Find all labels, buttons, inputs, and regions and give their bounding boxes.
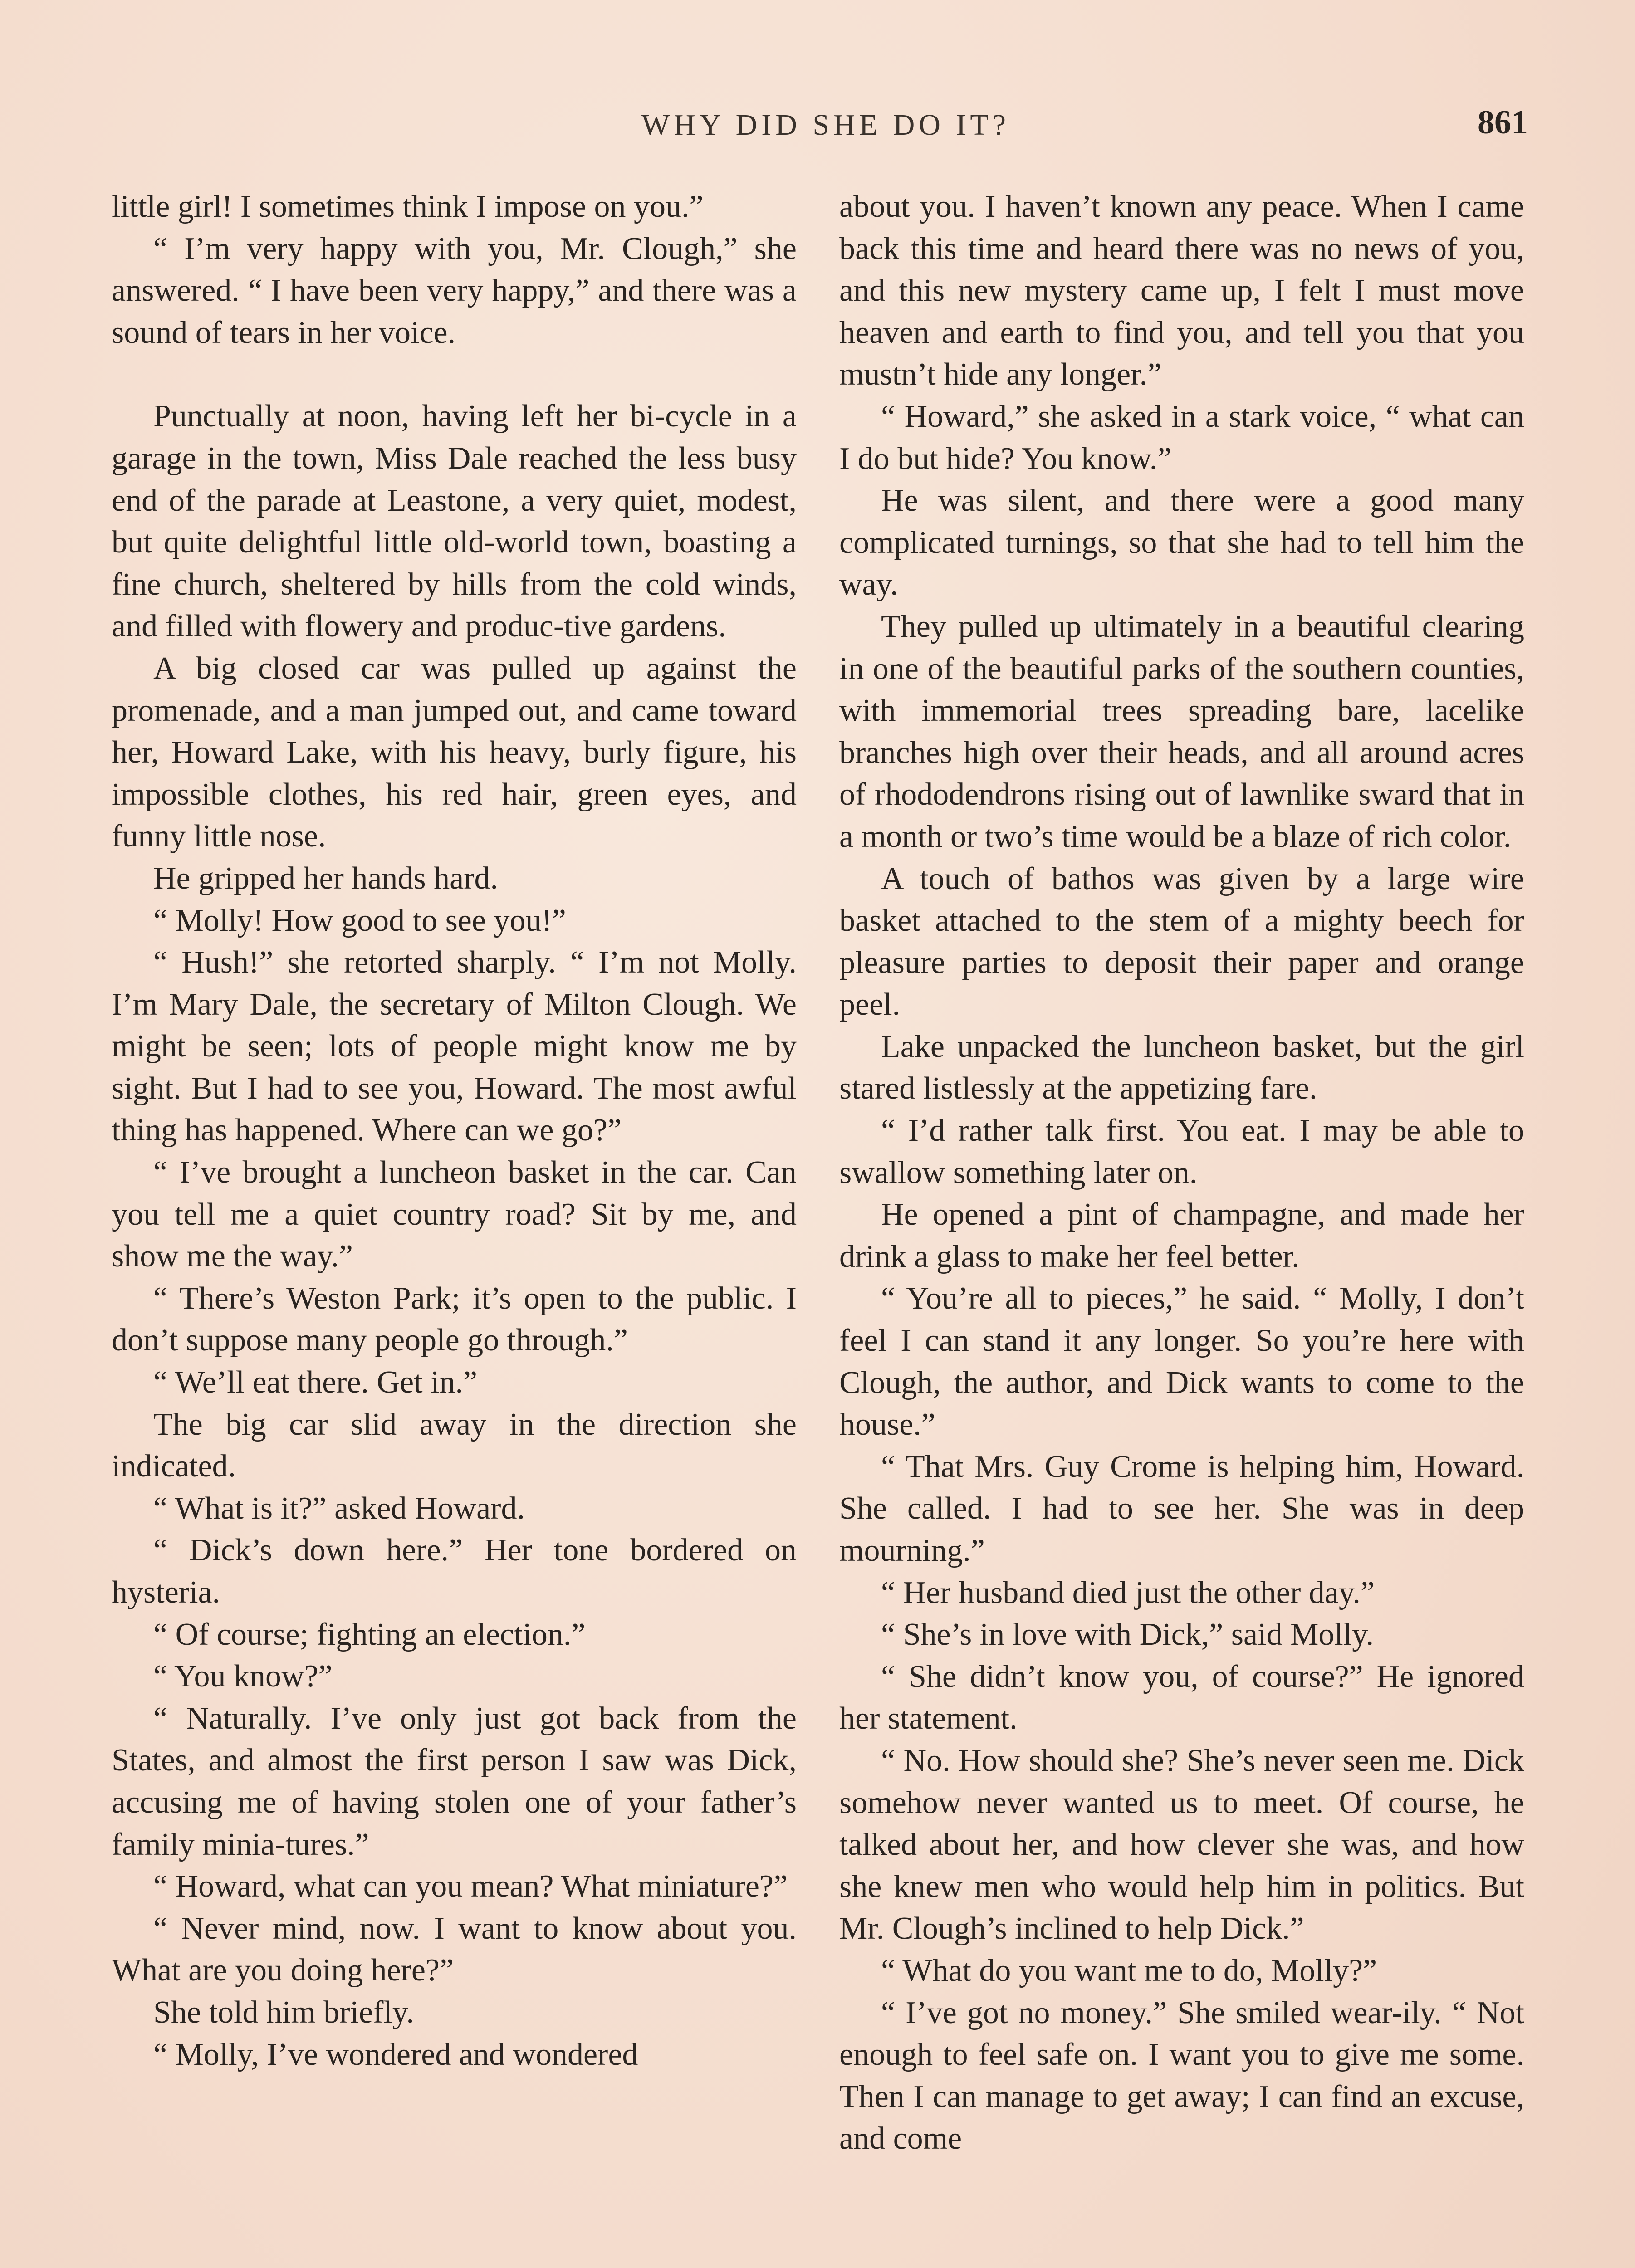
paragraph: Punctually at noon, having left her bi-cycle in a garage in the town, Miss Dale reached the less busy end of the parade at Leastone, a very quiet, modest, but quite delightful little old-world town, boasting a fine church, sheltered by hills from the cold winds, and filled with flowery and produc-tive gardens. (112, 399, 797, 644)
paragraph: “ We’ll eat there. Get in.” (153, 1365, 478, 1400)
paragraph: “ What is it?” asked Howard. (153, 1491, 525, 1526)
paragraph: “ You know?” (153, 1659, 333, 1694)
paragraph: He opened a pint of champagne, and made her drink a glass to make her feel better. (839, 1197, 1524, 1274)
paragraph: “ Molly! How good to see you!” (153, 903, 566, 938)
paragraph: “ She’s in love with Dick,” said Molly. (881, 1617, 1374, 1652)
paragraph: A big closed car was pulled up against the promenade, and a man jumped out, and came toward her, Howard Lake, with his heavy, burly figure, his impossible clothes, his red hair, green eyes, and funny little nose. (112, 650, 797, 854)
paragraph: “ I’ve got no money.” She smiled wear-ily. “ Not enough to feel safe on. I want you to give me some. Then I can manage to get away; I can find an excuse, and come (839, 1995, 1524, 2156)
paragraph: “ Never mind, now. I want to know about you. What are you doing here?” (112, 1911, 797, 1988)
paragraph: “ I’d rather talk first. You eat. I may be able to swallow something later on. (839, 1113, 1524, 1190)
paragraph: “ Howard, what can you mean? What miniature?” (153, 1869, 788, 1904)
paragraph: They pulled up ultimately in a beautiful clearing in one of the beautiful parks of the southern counties, with immemorial trees spreading bare, lacelike branches high over their heads, and all around acres of rhododendrons rising out of lawnlike sward that in a month or two’s time would be a blaze of rich color. (839, 609, 1524, 854)
left-column (112, 186, 797, 2076)
paragraph: “ Molly, I’ve wondered and wondered (153, 2037, 638, 2072)
paragraph: “ Dick’s down here.” Her tone bordered on hysteria. (112, 1533, 797, 1610)
paragraph: “ There’s Weston Park; it’s open to the public. I don’t suppose many people go through.” (112, 1281, 797, 1358)
paragraph: “ Howard,” she asked in a stark voice, “ what can I do but hide? You know.” (839, 399, 1524, 476)
paragraph: “ You’re all to pieces,” he said. “ Molly, I don’t feel I can stand it any longer. So you’re here with Clough, the author, and Dick wants to come to the house.” (839, 1281, 1524, 1442)
paragraph: “ What do you want me to do, Molly?” (881, 1953, 1377, 1988)
right-column (839, 186, 1524, 2160)
paragraph: He gripped her hands hard. (153, 860, 499, 896)
paragraph: little girl! I sometimes think I impose on you.” (112, 189, 704, 224)
paragraph: about you. I haven’t known any peace. When I came back this time and heard there was no news of you, and this new mystery came up, I felt I must move heaven and earth to find you, and tell you that you mustn’t hide any longer.” (839, 189, 1524, 392)
paragraph: “ No. How should she? She’s never seen me. Dick somehow never wanted us to meet. Of course, he talked about her, and how clever she was, and how she knew men who would help him in politics. But Mr. Clough’s inclined to help Dick.” (839, 1743, 1524, 1946)
running-title: WHY DID SHE DO IT? (641, 108, 1010, 142)
paragraph: She told him briefly. (153, 1994, 414, 2030)
paragraph: “ I’m very happy with you, Mr. Clough,” she answered. “ I have been very happy,” and there was a sound of tears in her voice. (112, 231, 797, 350)
paragraph: He was silent, and there were a good many complicated turnings, so that she had to tell him the way. (839, 483, 1524, 602)
paragraph: “ She didn’t know you, of course?” He ignored her statement. (839, 1659, 1524, 1736)
paragraph: “ Naturally. I’ve only just got back from the States, and almost the first person I saw was Dick, accusing me of having stolen one of your father’s family minia-tures.” (112, 1701, 797, 1862)
paragraph: A touch of bathos was given by a large wire basket attached to the stem of a mighty beech for pleasure parties to deposit their paper and orange peel. (839, 861, 1524, 1022)
paragraph: The big car slid away in the direction she indicated. (112, 1407, 797, 1484)
paragraph: “ Of course; fighting an election.” (153, 1617, 586, 1652)
paragraph: “ I’ve brought a luncheon basket in the car. Can you tell me a quiet country road? Sit by me, and show me the way.” (112, 1155, 797, 1274)
paragraph: “ Her husband died just the other day.” (881, 1575, 1375, 1610)
paragraph: Lake unpacked the luncheon basket, but the girl stared listlessly at the appetizing fare. (839, 1029, 1524, 1106)
paragraph: “ That Mrs. Guy Crome is helping him, Howard. She called. I had to see her. She was in deep mourning.” (839, 1449, 1524, 1568)
page-number: 861 (1478, 104, 1528, 141)
paragraph: “ Hush!” she retorted sharply. “ I’m not Molly. I’m Mary Dale, the secretary of Milton Clough. We might be seen; lots of people might know me by sight. But I had to see you, Howard. The most awful thing has happened. Where can we go?” (112, 945, 797, 1148)
